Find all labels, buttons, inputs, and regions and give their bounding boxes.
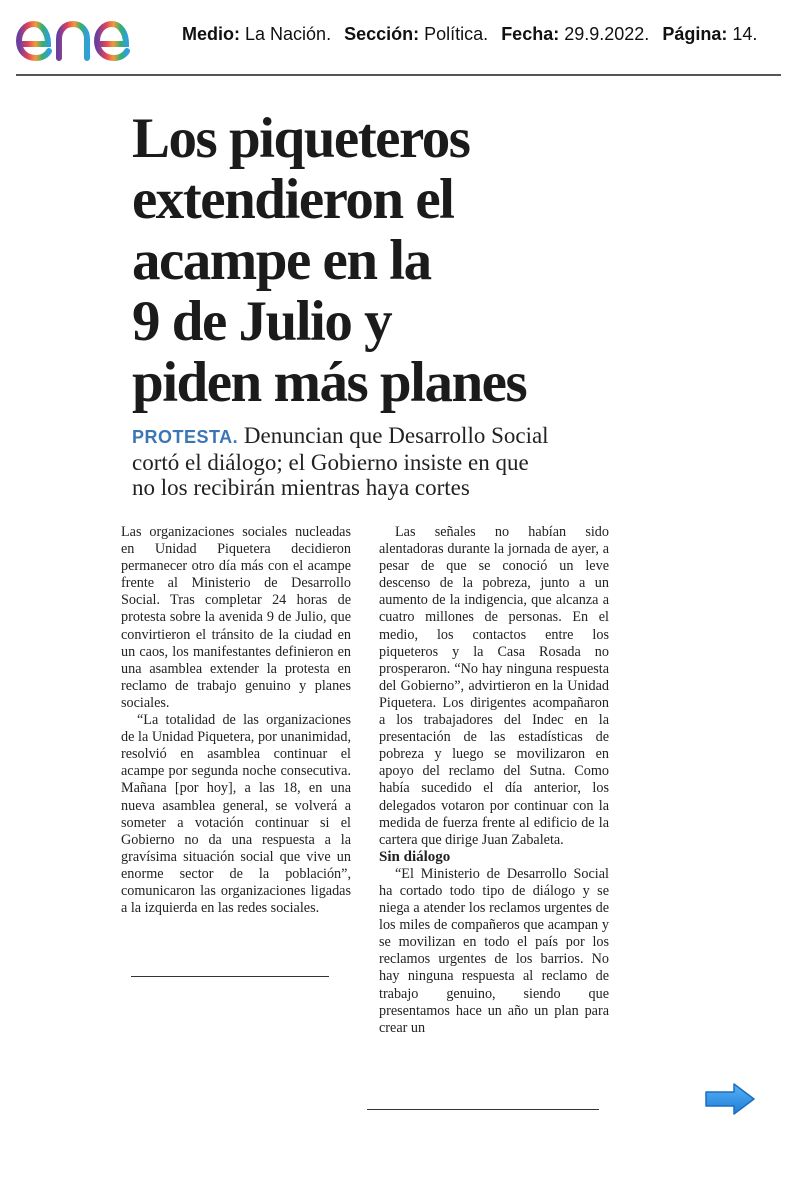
body-paragraph: “La totalidad de las organizaciones de la Unidad Piquetera, por unanimidad, resolvió en asamblea continuar el acampe por segunda noche consecutiva. Mañana [por hoy], a las 18, en una nueva asamblea general, se volverá a someter a votación continuar si el Gobierno no da una respuesta a la gravísima situación social que vive un enorme sector de la población”, comunicaron las organizaciones ligadas a la izquierda en las redes sociales. <box>121 712 351 917</box>
fecha-label: Fecha: <box>501 24 560 44</box>
deck-line-3: no los recibirán mientras haya cortes <box>132 475 470 500</box>
article-deck <box>132 423 632 500</box>
title-line: extendieron el <box>132 168 454 231</box>
title-line: acampe en la <box>132 229 431 292</box>
pagina-label: Página: <box>662 24 728 44</box>
title-line: Los piqueteros <box>132 107 470 170</box>
column-end-rule <box>367 1109 599 1110</box>
arrow-right-icon[interactable] <box>704 1082 756 1116</box>
deck-line-1 <box>132 423 632 450</box>
body-paragraph: Las señales no habían sido alentadoras durante la jornada de ayer, a pesar de que se conoció un leve descenso de la pobreza, junto a un aumento de la indigencia, que alcanza a cuatro millones de personas. En el medio, los contactos entre los piqueteros y la Casa Rosada no prosperaron. “No hay ninguna respuesta del Gobierno”, advirtieron en la Unidad Piquetera. Los dirigentes acompañaron a los trabajadores del Indec en la presentación de las estadísticas de pobreza y luego se movilizaron en apoyo del reclamo del Sutna. Como había sucedido el día anterior, los delegados votaron por continuar con la medida de fuerza frente al edificio de la cartera que dirige Juan Zabaleta. <box>379 524 609 848</box>
medio-label: Medio: <box>182 24 240 44</box>
article-title <box>132 108 732 413</box>
deck-text: Denuncian que Desarrollo Social <box>243 423 549 448</box>
document-meta <box>182 24 757 45</box>
document-header <box>0 0 800 76</box>
section-subhead: Sin diálogo <box>379 848 451 865</box>
pagina-value: 14. <box>732 24 758 44</box>
column-end-rule <box>131 976 329 977</box>
article-column-right <box>379 524 609 1037</box>
fecha-value: 29.9.2022. <box>564 24 650 44</box>
medio-value: La Nación. <box>245 24 332 44</box>
kicker-label: PROTESTA. <box>132 427 239 447</box>
enel-logo <box>14 6 172 66</box>
article-column-left <box>121 524 351 917</box>
header-divider <box>16 74 781 76</box>
title-line: piden más planes <box>132 351 527 414</box>
deck-line-2: cortó el diálogo; el Gobierno insiste en que <box>132 450 529 475</box>
seccion-label: Sección: <box>344 24 420 44</box>
body-paragraph: “El Ministerio de Desarrollo Social ha cortado todo tipo de diálogo y se niega a atender los reclamos urgentes de los miles de compañeros que acampan y se movilizan en todo el país por los reclamos urgentes de los barrios. No hay ninguna respuesta al reclamo de trabajo genuino, siendo que presentamos hace un año un plan para crear un <box>379 865 609 1036</box>
title-line: 9 de Julio y <box>132 290 392 353</box>
body-paragraph: Las organizaciones sociales nucleadas en Unidad Piquetera decidieron permanecer otro día más con el acampe frente al Ministerio de Desarrollo Social. Tras completar 24 horas de protesta sobre la avenida 9 de Julio, que convirtieron el tránsito de la ciudad en un caos, los manifestantes definieron en una asamblea extender la protesta en reclamo de trabajo genuino y planes sociales. <box>121 524 351 711</box>
seccion-value: Política. <box>424 24 489 44</box>
